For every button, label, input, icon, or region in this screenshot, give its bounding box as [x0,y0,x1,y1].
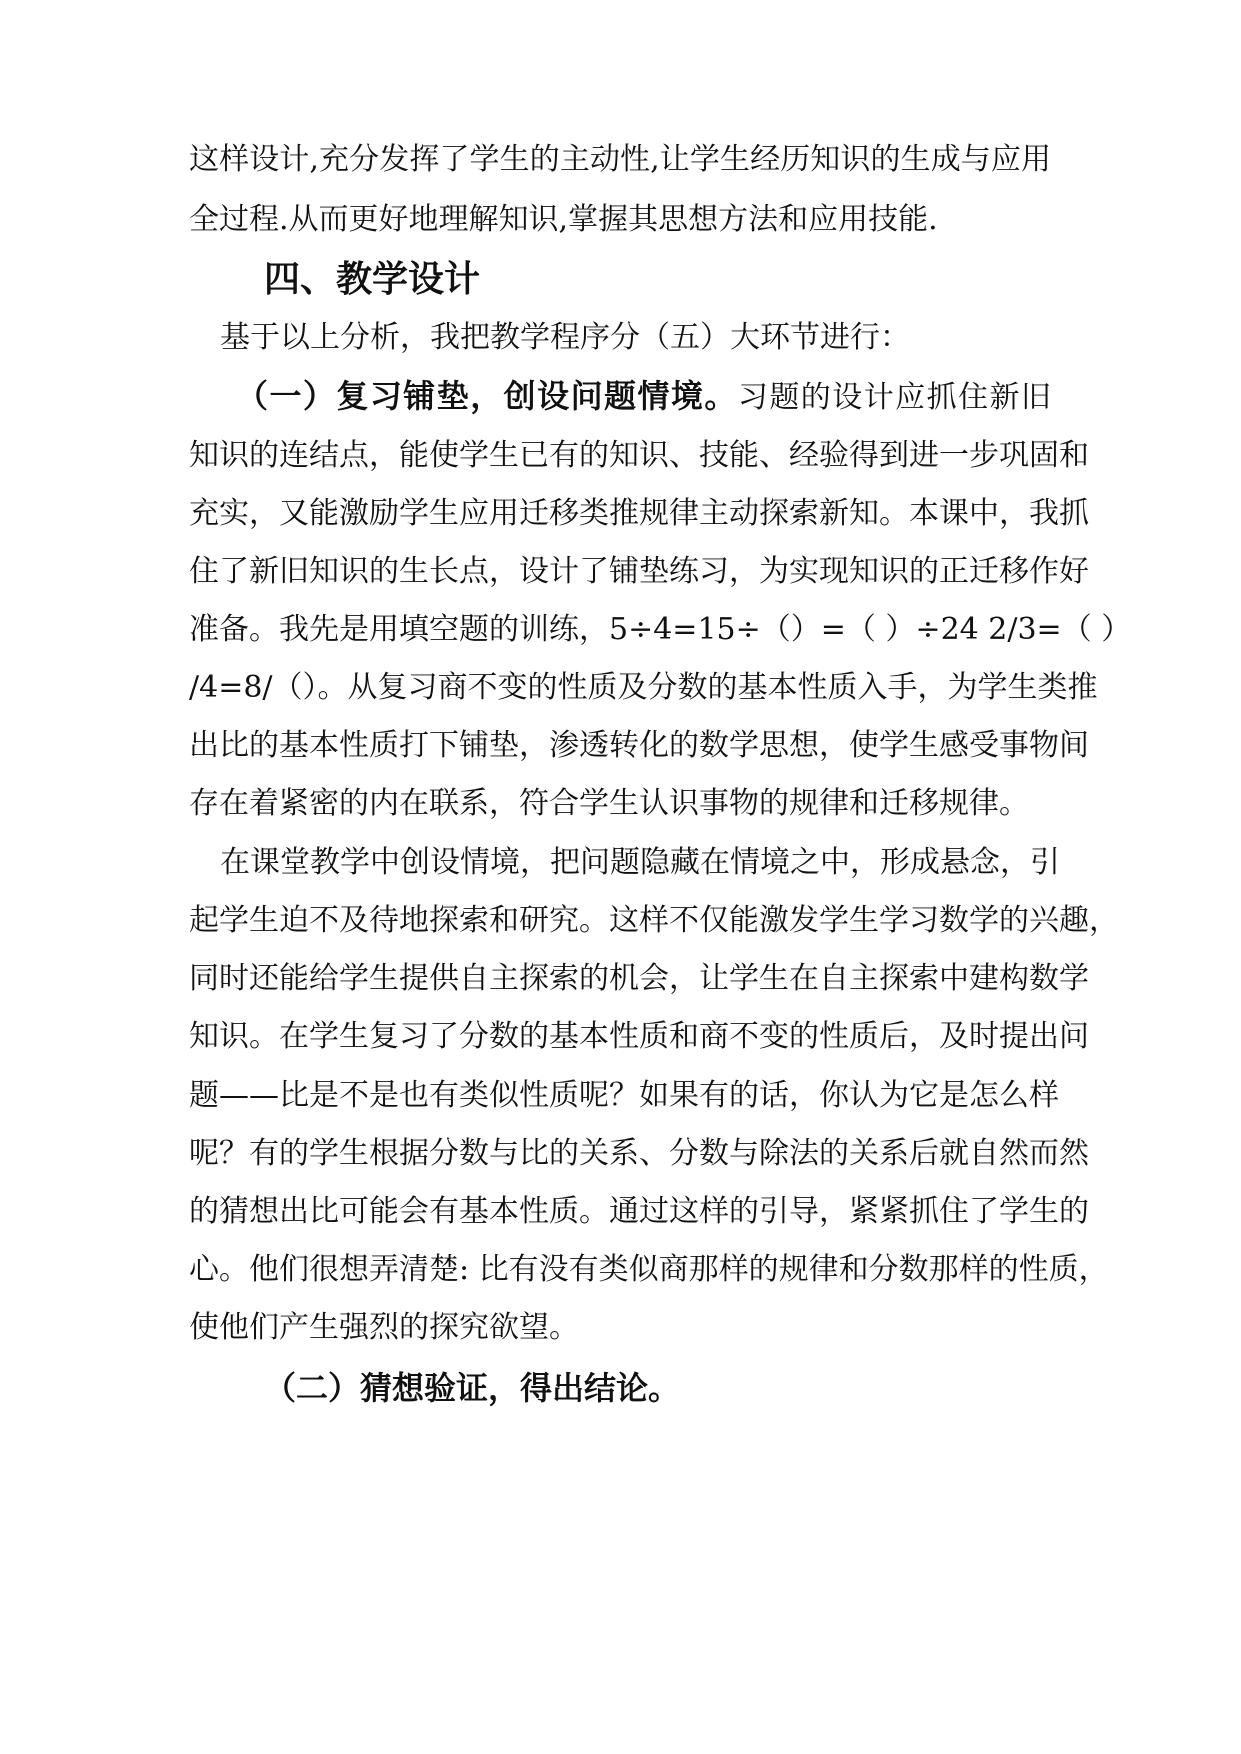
text-line: /4=8/（）。从复习商不变的性质及分数的基本性质入手，为学生类推 [189,670,1098,705]
section-heading: 四、教学设计 [264,259,481,300]
text-line: 起学生迫不及待地探索和研究。这样不仅能激发学生学习数学的兴趣， [189,903,1119,938]
step1-title: （一）复习铺垫，创设问题情境。 [236,377,738,415]
text-line: 这样设计,充分发挥了学生的主动性,让学生经历知识的生成与应用 [189,142,1051,177]
text-line: 出比的基本性质打下铺垫，渗透转化的数学思想，使学生感受事物间 [189,728,1089,763]
text-line: 存在着紧密的内在联系，符合学生认识事物的规律和迁移规律。 [189,786,1029,821]
text-line: 充实，又能激励学生应用迁移类推规律主动探索新知。本课中，我抓 [189,496,1089,531]
text-line: 的猜想出比可能会有基本性质。通过这样的引导，紧紧抓住了学生的 [189,1194,1089,1229]
text-line: 在课堂教学中创设情境，把问题隐藏在情境之中，形成悬念，引 [220,845,1060,880]
text-line: 同时还能给学生提供自主探索的机会，让学生在自主探索中建构数学 [189,961,1089,996]
text-line: 题——比是不是也有类似性质呢？如果有的话，你认为它是怎么样 [189,1078,1059,1113]
text-line: 全过程.从而更好地理解知识,掌握其思想方法和应用技能. [189,202,938,237]
text-line: 住了新旧知识的生长点，设计了铺垫练习，为实现知识的正迁移作好 [189,554,1089,589]
text-line: 知识。在学生复习了分数的基本性质和商不变的性质后，及时提出问 [189,1019,1089,1054]
text-line: 心。他们很想弄清楚: 比有没有类似商那样的规律和分数那样的性质， [189,1252,1109,1287]
intro-line: 基于以上分析，我把教学程序分（五）大环节进行： [220,320,910,355]
step1-tail: 习题的设计应抓住新旧 [737,380,1051,415]
step1-line [236,376,1051,418]
text-line: 呢？有的学生根据分数与比的关系、分数与除法的关系后就自然而然 [189,1136,1089,1171]
text-line: 知识的连结点，能使学生已有的知识、技能、经验得到进一步巩固和 [189,438,1089,473]
step2-title: （二）猜想验证，得出结论。 [264,1369,681,1407]
text-line: 使他们产生强烈的探究欲望。 [189,1310,579,1345]
text-line: 准备。我先是用填空题的训练，5÷4=15÷（）=（ ）÷24 2/3=（ ） [189,612,1132,647]
